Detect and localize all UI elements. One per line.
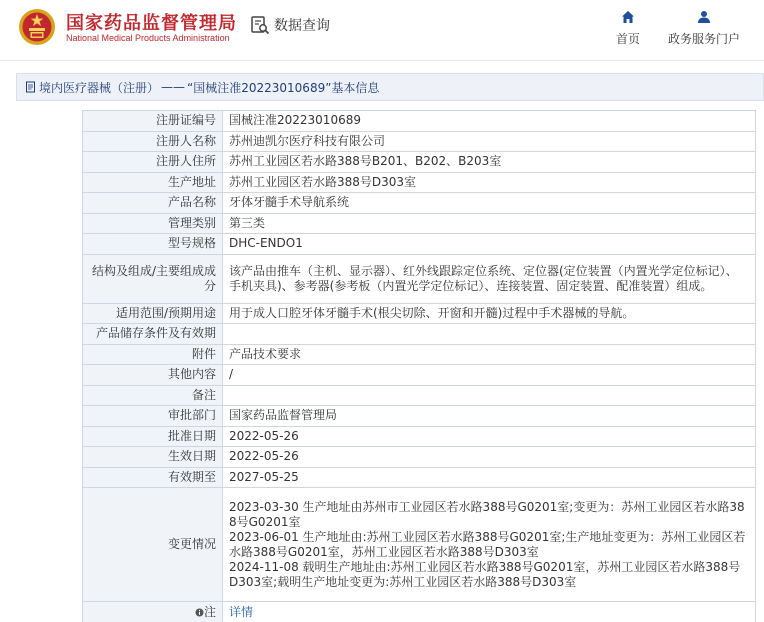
change-entry: 2024-11-08 载明生产地址由:苏州工业园区若水路388号G0201室，苏州工业园区若水路388号D303室;载明生产地址变更为:苏州工业园区若水路388号D303室 xyxy=(229,559,741,589)
document-icon xyxy=(25,81,37,93)
table-row xyxy=(83,426,756,447)
table-row xyxy=(83,447,756,468)
table-row xyxy=(83,365,756,386)
field-label-storage: 产品储存条件及有效期 xyxy=(83,324,223,345)
field-value-product-name: 牙体牙髓手术导航系统 xyxy=(223,193,756,214)
header-divider xyxy=(0,60,764,61)
field-value-intended-use: 用于成人口腔牙体牙髓手术(根尖切除、开窗和开髓)过程中手术器械的导航。 xyxy=(223,303,756,324)
title-category: 境内医疗器械（注册） xyxy=(39,80,160,95)
table-row xyxy=(83,213,756,234)
field-label-registrant-address: 注册人住所 xyxy=(83,152,223,173)
table-row xyxy=(83,324,756,345)
data-search-link[interactable] xyxy=(250,15,330,35)
field-label-class: 管理类别 xyxy=(83,213,223,234)
data-search-icon xyxy=(250,15,270,35)
nav-portal-label: 政务服务门户 xyxy=(667,32,740,46)
details-link[interactable]: 详情 xyxy=(229,605,254,619)
site-title-cn[interactable]: 国家药品监督管理局 xyxy=(66,13,237,34)
field-value-production-address: 苏州工业园区若水路388号D303室 xyxy=(223,172,756,193)
table-row xyxy=(83,488,756,602)
field-label-reg-no: 注册证编号 xyxy=(83,111,223,132)
table-row xyxy=(83,406,756,427)
field-label-approval-dept: 审批部门 xyxy=(83,406,223,427)
field-value-effective-date: 2022-05-26 xyxy=(223,447,756,468)
site-header xyxy=(0,0,764,56)
field-value-changes xyxy=(223,488,756,602)
table-row xyxy=(83,234,756,255)
field-label-model: 型号规格 xyxy=(83,234,223,255)
change-entry: 2023-06-01 生产地址由:苏州工业园区若水路388号G0201室;生产地址变更为：苏州工业园区若水路388号G0201室，苏州工业园区若水路388号D303室 xyxy=(229,529,746,559)
table-row xyxy=(83,193,756,214)
field-value-model: DHC-ENDO1 xyxy=(223,234,756,255)
field-label-changes: 变更情况 xyxy=(83,488,223,602)
change-entry: 2023-03-30 生产地址由苏州市工业园区若水路388号G0201室;变更为：苏州工业园区若水路388号G0201室 xyxy=(229,499,745,529)
field-value-approval-date: 2022-05-26 xyxy=(223,426,756,447)
field-label-registrant: 注册人名称 xyxy=(83,131,223,152)
field-value-expiry-date: 2027-05-25 xyxy=(223,467,756,488)
field-label-structure: 结构及组成/主要组成成分 xyxy=(83,254,223,303)
record-title-bar xyxy=(16,73,764,101)
data-search-label: 数据查询 xyxy=(274,18,330,34)
field-label-other: 其他内容 xyxy=(83,365,223,386)
title-separator: —— xyxy=(161,80,186,94)
table-row xyxy=(83,131,756,152)
table-row xyxy=(83,152,756,173)
field-label-attachment: 附件 xyxy=(83,344,223,365)
field-value-reg-no: 国械注准20223010689 xyxy=(223,111,756,132)
field-value-storage xyxy=(223,324,756,345)
nav-home-label: 首页 xyxy=(615,32,640,46)
user-icon xyxy=(697,10,711,24)
field-label-effective-date: 生效日期 xyxy=(83,447,223,468)
field-label-production-address: 生产地址 xyxy=(83,172,223,193)
field-value-attachment: 产品技术要求 xyxy=(223,344,756,365)
table-row xyxy=(83,172,756,193)
field-value-class: 第三类 xyxy=(223,213,756,234)
title-record: “国械注准20223010689”基本信息 xyxy=(187,80,380,95)
field-value-other: / xyxy=(223,365,756,386)
field-value-registrant: 苏州迪凯尔医疗科技有限公司 xyxy=(223,131,756,152)
table-row xyxy=(83,303,756,324)
national-emblem-icon[interactable] xyxy=(18,8,56,46)
nav-service-portal[interactable] xyxy=(664,10,744,47)
table-row xyxy=(83,385,756,406)
table-row xyxy=(83,602,756,622)
field-label-intended-use: 适用范围/预期用途 xyxy=(83,303,223,324)
field-value-remark xyxy=(223,385,756,406)
field-label-expiry-date: 有效期至 xyxy=(83,467,223,488)
table-row xyxy=(83,254,756,303)
field-label-approval-date: 批准日期 xyxy=(83,426,223,447)
field-value-note xyxy=(223,602,756,622)
field-value-structure: 该产品由推车（主机、显示器）、红外线跟踪定位系统、定位器(定位装置（内置光学定位标记）、手机夹具)、参考器(参考板（内置光学定位标记）、连接装置、固定装置、配准装置）组成。 xyxy=(223,254,756,303)
field-value-registrant-address: 苏州工业园区若水路388号B201、B202、B203室 xyxy=(223,152,756,173)
home-icon xyxy=(621,10,635,24)
nav-home[interactable] xyxy=(610,10,646,47)
field-label-remark: 备注 xyxy=(83,385,223,406)
field-value-approval-dept: 国家药品监督管理局 xyxy=(223,406,756,427)
field-label-product-name: 产品名称 xyxy=(83,193,223,214)
site-title-en: National Medical Products Administration xyxy=(66,33,230,43)
table-row xyxy=(83,111,756,132)
table-row xyxy=(83,467,756,488)
note-label: 注 xyxy=(203,605,216,619)
registration-info-table xyxy=(82,110,756,622)
field-label-note xyxy=(83,602,223,622)
table-row xyxy=(83,344,756,365)
info-dot-icon xyxy=(195,608,204,617)
